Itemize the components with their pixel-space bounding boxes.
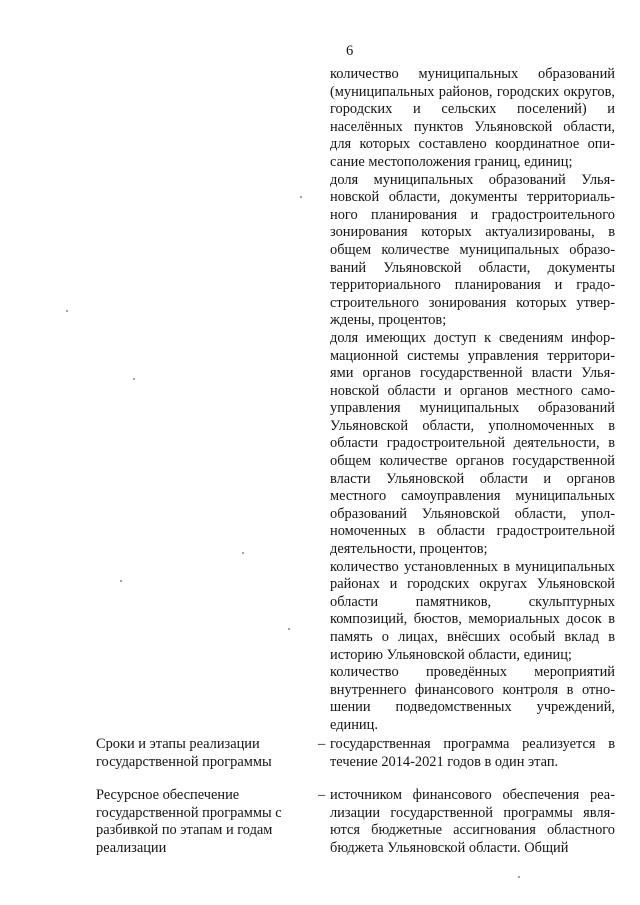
- scan-speck: [300, 196, 302, 198]
- scan-speck: [518, 876, 520, 878]
- scan-speck: [133, 378, 135, 380]
- indicator-item: доля имеющих доступ к сведениям информационной системы управления территориями органов государственной власти Ульяновской области и органов местного самоуправления муниципальных образований Ульяновской области, уполномоченных в области градостроительной деятельности, в общем количестве органов государственной власти Ульяновской области и органов местного самоуправления муниципальных образований Ульяновской области, уполномоченных в области градостроительной деятельности, процентов;: [330, 329, 615, 558]
- row-value: государственная программа реализуется в течение 2014-2021 годов в один этап.: [330, 736, 615, 770]
- row-dash: –: [318, 736, 326, 752]
- scan-speck: [242, 552, 244, 554]
- scan-speck: [120, 580, 122, 582]
- scan-speck: [288, 628, 290, 630]
- row-value: источником финансового обеспечения реализации государственной программы являются бюджетные ассигнования областного бюджета Ульяновской области. Общий: [330, 787, 615, 856]
- row-label: Сроки и этапы реализации государственной программы: [96, 736, 272, 770]
- scan-speck: [66, 310, 68, 312]
- indicators-list: [330, 66, 615, 735]
- indicator-item: количество муниципальных образований (муниципальных районов, городских округов, городских и сельских поселений) и населённых пунктов Ульяновской области, для которых составлено координатное описание местоположения границ, единиц;: [330, 66, 615, 170]
- row-dash: –: [318, 787, 326, 803]
- indicator-item: количество проведённых мероприятий внутреннего финансового контроля в отношении подведомственных учреждений, единиц.: [330, 664, 615, 733]
- indicator-item: количество установленных в муниципальных районах и городских округах Ульяновской области памятников, скульптурных композиций, бюстов, мемориальных досок в память о лицах, внёсших особый вклад в историю Ульяновской области, единиц;: [330, 558, 615, 663]
- page-number: 6: [346, 43, 354, 59]
- row-label: Ресурсное обеспечение государственной программы с разбивкой по этапам и годам реализации: [96, 787, 282, 856]
- indicator-item: доля муниципальных образований Ульяновской области, документы территориального планирования и градостроительного зонирования которых актуализированы, в общем количестве муниципальных образований Ульяновской области, документы территориального планирования и градостроительного зонирования которых утверждены, процентов;: [330, 171, 615, 329]
